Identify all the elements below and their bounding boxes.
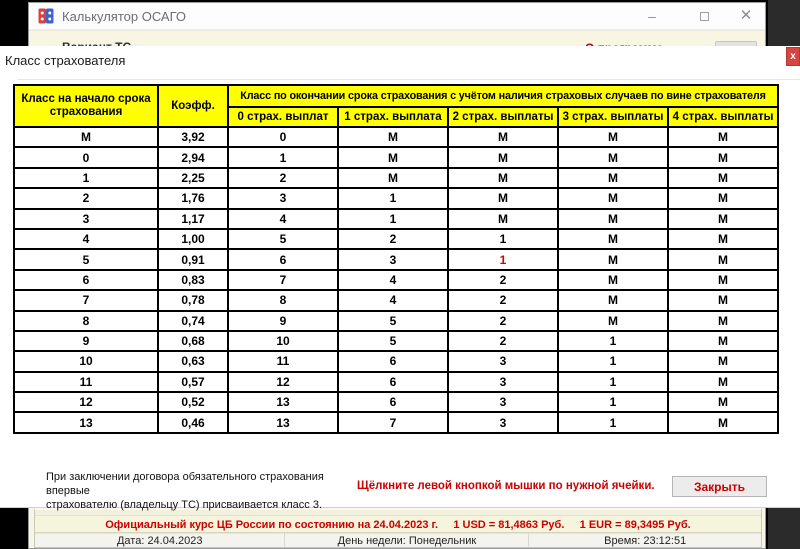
dialog-separator [17,79,800,80]
table-row [14,229,778,249]
table-cell[interactable]: 3 [448,351,558,371]
table-cell[interactable]: 1 [448,229,558,249]
table-cell[interactable]: М [338,127,448,147]
table-cell[interactable]: 5 [338,331,448,351]
status-time: Время: 23:12:51 [529,533,761,547]
status-date: Дата: 24.04.2023 [35,533,285,547]
table-cell[interactable]: 4 [228,209,338,229]
table-cell[interactable]: 4 [338,270,448,290]
table-cell[interactable]: 2 [228,168,338,188]
header-coeff: Коэфф. [158,85,228,127]
table-cell[interactable]: М [448,188,558,208]
table-cell: 0,91 [158,249,228,269]
table-row [14,412,778,432]
table-cell[interactable]: М [558,270,668,290]
table-cell[interactable]: 4 [338,290,448,310]
minimize-button[interactable]: – [648,8,656,24]
table-row [14,127,778,147]
table-cell[interactable]: М [558,147,668,167]
table-cell[interactable]: 3 [338,249,448,269]
close-dialog-button[interactable]: Закрыть [672,476,767,497]
table-cell: 12 [14,392,158,412]
table-cell: 1 [14,168,158,188]
table-cell[interactable]: 3 [448,412,558,432]
table-cell[interactable]: М [668,331,778,351]
table-row [14,311,778,331]
table-cell: 5 [14,249,158,269]
table-row [14,249,778,269]
dialog-close-icon[interactable]: x [786,47,800,66]
table-row [14,270,778,290]
table-row [14,168,778,188]
table-cell[interactable]: М [668,168,778,188]
table-cell[interactable]: 8 [228,290,338,310]
app-title: Калькулятор ОСАГО [62,9,187,24]
table-cell[interactable]: 2 [448,290,558,310]
table-cell[interactable]: 5 [228,229,338,249]
table-cell[interactable]: М [558,168,668,188]
table-cell[interactable]: 1 [228,147,338,167]
table-cell[interactable]: 1 [558,372,668,392]
table-cell: 0,68 [158,331,228,351]
table-cell: 0,63 [158,351,228,371]
table-cell[interactable]: 6 [338,392,448,412]
table-cell[interactable]: 3 [448,372,558,392]
status-weekday: День недели: Понедельник [285,533,529,547]
table-cell[interactable]: 1 [558,392,668,412]
window-bottom-panel [34,508,762,548]
table-cell: 1,00 [158,229,228,249]
table-row [14,188,778,208]
table-cell[interactable]: М [558,127,668,147]
table-cell[interactable]: 3 [448,392,558,412]
status-bar [35,533,761,547]
table-cell[interactable]: М [668,127,778,147]
header-payments-0: 0 страх. выплат [228,107,338,127]
table-cell[interactable]: М [448,147,558,167]
header-payments-4: 4 страх. выплаты [668,107,778,127]
table-cell[interactable]: 9 [228,311,338,331]
table-row [14,392,778,412]
header-payments-3: 3 страх. выплаты [558,107,668,127]
table-cell[interactable]: М [668,229,778,249]
dialog-instruction: Щёлкните левой кнопкой мышки по нужной ячейки. [357,480,655,492]
table-cell[interactable]: М [338,147,448,167]
table-cell[interactable]: 6 [338,372,448,392]
header-payments-2: 2 страх. выплаты [448,107,558,127]
table-cell[interactable]: М [558,290,668,310]
table-cell[interactable]: 2 [448,270,558,290]
table-cell[interactable]: М [668,351,778,371]
table-cell[interactable]: 13 [228,392,338,412]
table-cell[interactable]: М [668,311,778,331]
table-cell[interactable]: М [558,209,668,229]
table-cell[interactable]: 3 [228,188,338,208]
table-cell[interactable]: М [668,392,778,412]
table-cell[interactable]: М [448,209,558,229]
table-cell[interactable]: 12 [228,372,338,392]
table-cell[interactable]: 1 [558,351,668,371]
table-cell: 7 [14,290,158,310]
maximize-button[interactable] [689,6,719,26]
table-row [14,372,778,392]
table-cell[interactable]: М [338,168,448,188]
table-cell[interactable]: 6 [338,351,448,371]
table-cell[interactable]: М [668,147,778,167]
table-cell[interactable]: 2 [338,229,448,249]
table-cell[interactable]: М [448,127,558,147]
table-row [14,147,778,167]
table-cell[interactable]: М [668,249,778,269]
table-cell: 11 [14,372,158,392]
table-cell[interactable]: М [668,270,778,290]
table-cell[interactable]: 11 [228,351,338,371]
table-cell[interactable]: 1 [338,188,448,208]
dialog-title: Класс страхователя [5,53,126,68]
table-cell[interactable]: 2 [448,331,558,351]
table-cell: 2,94 [158,147,228,167]
table-cell: 3,92 [158,127,228,147]
maximize-icon [700,12,709,21]
table-cell[interactable]: М [668,412,778,432]
table-cell: 0,78 [158,290,228,310]
table-cell: 1,76 [158,188,228,208]
table-cell[interactable]: 1 [558,412,668,432]
table-cell: 1,17 [158,209,228,229]
table-row [14,290,778,310]
table-cell: 9 [14,331,158,351]
table-cell[interactable]: М [668,209,778,229]
bonus-malus-table [13,84,779,434]
dialog-insured-class [0,46,800,511]
table-cell[interactable]: 6 [228,249,338,269]
table-cell: 0,57 [158,372,228,392]
app-icon [38,8,54,24]
table-cell[interactable]: 13 [228,412,338,432]
table-cell: 6 [14,270,158,290]
header-payments-1: 1 страх. выплата [338,107,448,127]
table-cell: 8 [14,311,158,331]
table-cell[interactable]: 5 [338,311,448,331]
table-cell: 3 [14,209,158,229]
table-row [14,331,778,351]
table-cell[interactable]: М [668,290,778,310]
titlebar [29,3,765,30]
table-cell[interactable]: 1 [558,331,668,351]
table-cell[interactable]: 0 [228,127,338,147]
table-cell: 0,83 [158,270,228,290]
table-cell[interactable]: М [558,229,668,249]
table-cell: 10 [14,351,158,371]
dialog-note-line1: При заключении договора обязательного страхования впервые [46,471,324,497]
table-cell[interactable]: М [668,372,778,392]
table-cell[interactable]: 7 [228,270,338,290]
table-cell: 2,25 [158,168,228,188]
table-cell[interactable]: М [558,249,668,269]
exchange-rate-bar: Официальный курс ЦБ России по состоянию на 24.04.2023 г. 1 USD = 81,4863 Руб. 1 EUR = 89,3495 Руб. [35,515,761,533]
table-cell: 0,46 [158,412,228,432]
table-cell[interactable]: 1 [448,249,558,269]
table-cell[interactable]: М [668,188,778,208]
table-cell[interactable]: 7 [338,412,448,432]
table-cell[interactable]: М [558,188,668,208]
table-row [14,209,778,229]
table-cell[interactable]: 2 [448,311,558,331]
table-cell[interactable]: М [448,168,558,188]
table-cell: 4 [14,229,158,249]
table-cell: 13 [14,412,158,432]
table-cell: М [14,127,158,147]
table-cell[interactable]: 1 [338,209,448,229]
table-cell: 0,52 [158,392,228,412]
dialog-note [46,470,366,512]
table-cell[interactable]: 10 [228,331,338,351]
header-class-start: Класс на начало срока страхования [14,85,158,127]
table-cell: 0 [14,147,158,167]
dialog-note-line2: страхователю (владельцу ТС) присваивается класс 3. [46,499,323,511]
table-row [14,351,778,371]
header-group: Класс по окончании срока страхования с учётом наличия страховых случаев по вине страхователя [228,85,778,107]
window-close-button[interactable]: ✕ [739,7,753,24]
table-cell[interactable]: М [558,311,668,331]
table-cell: 2 [14,188,158,208]
table-cell: 0,74 [158,311,228,331]
